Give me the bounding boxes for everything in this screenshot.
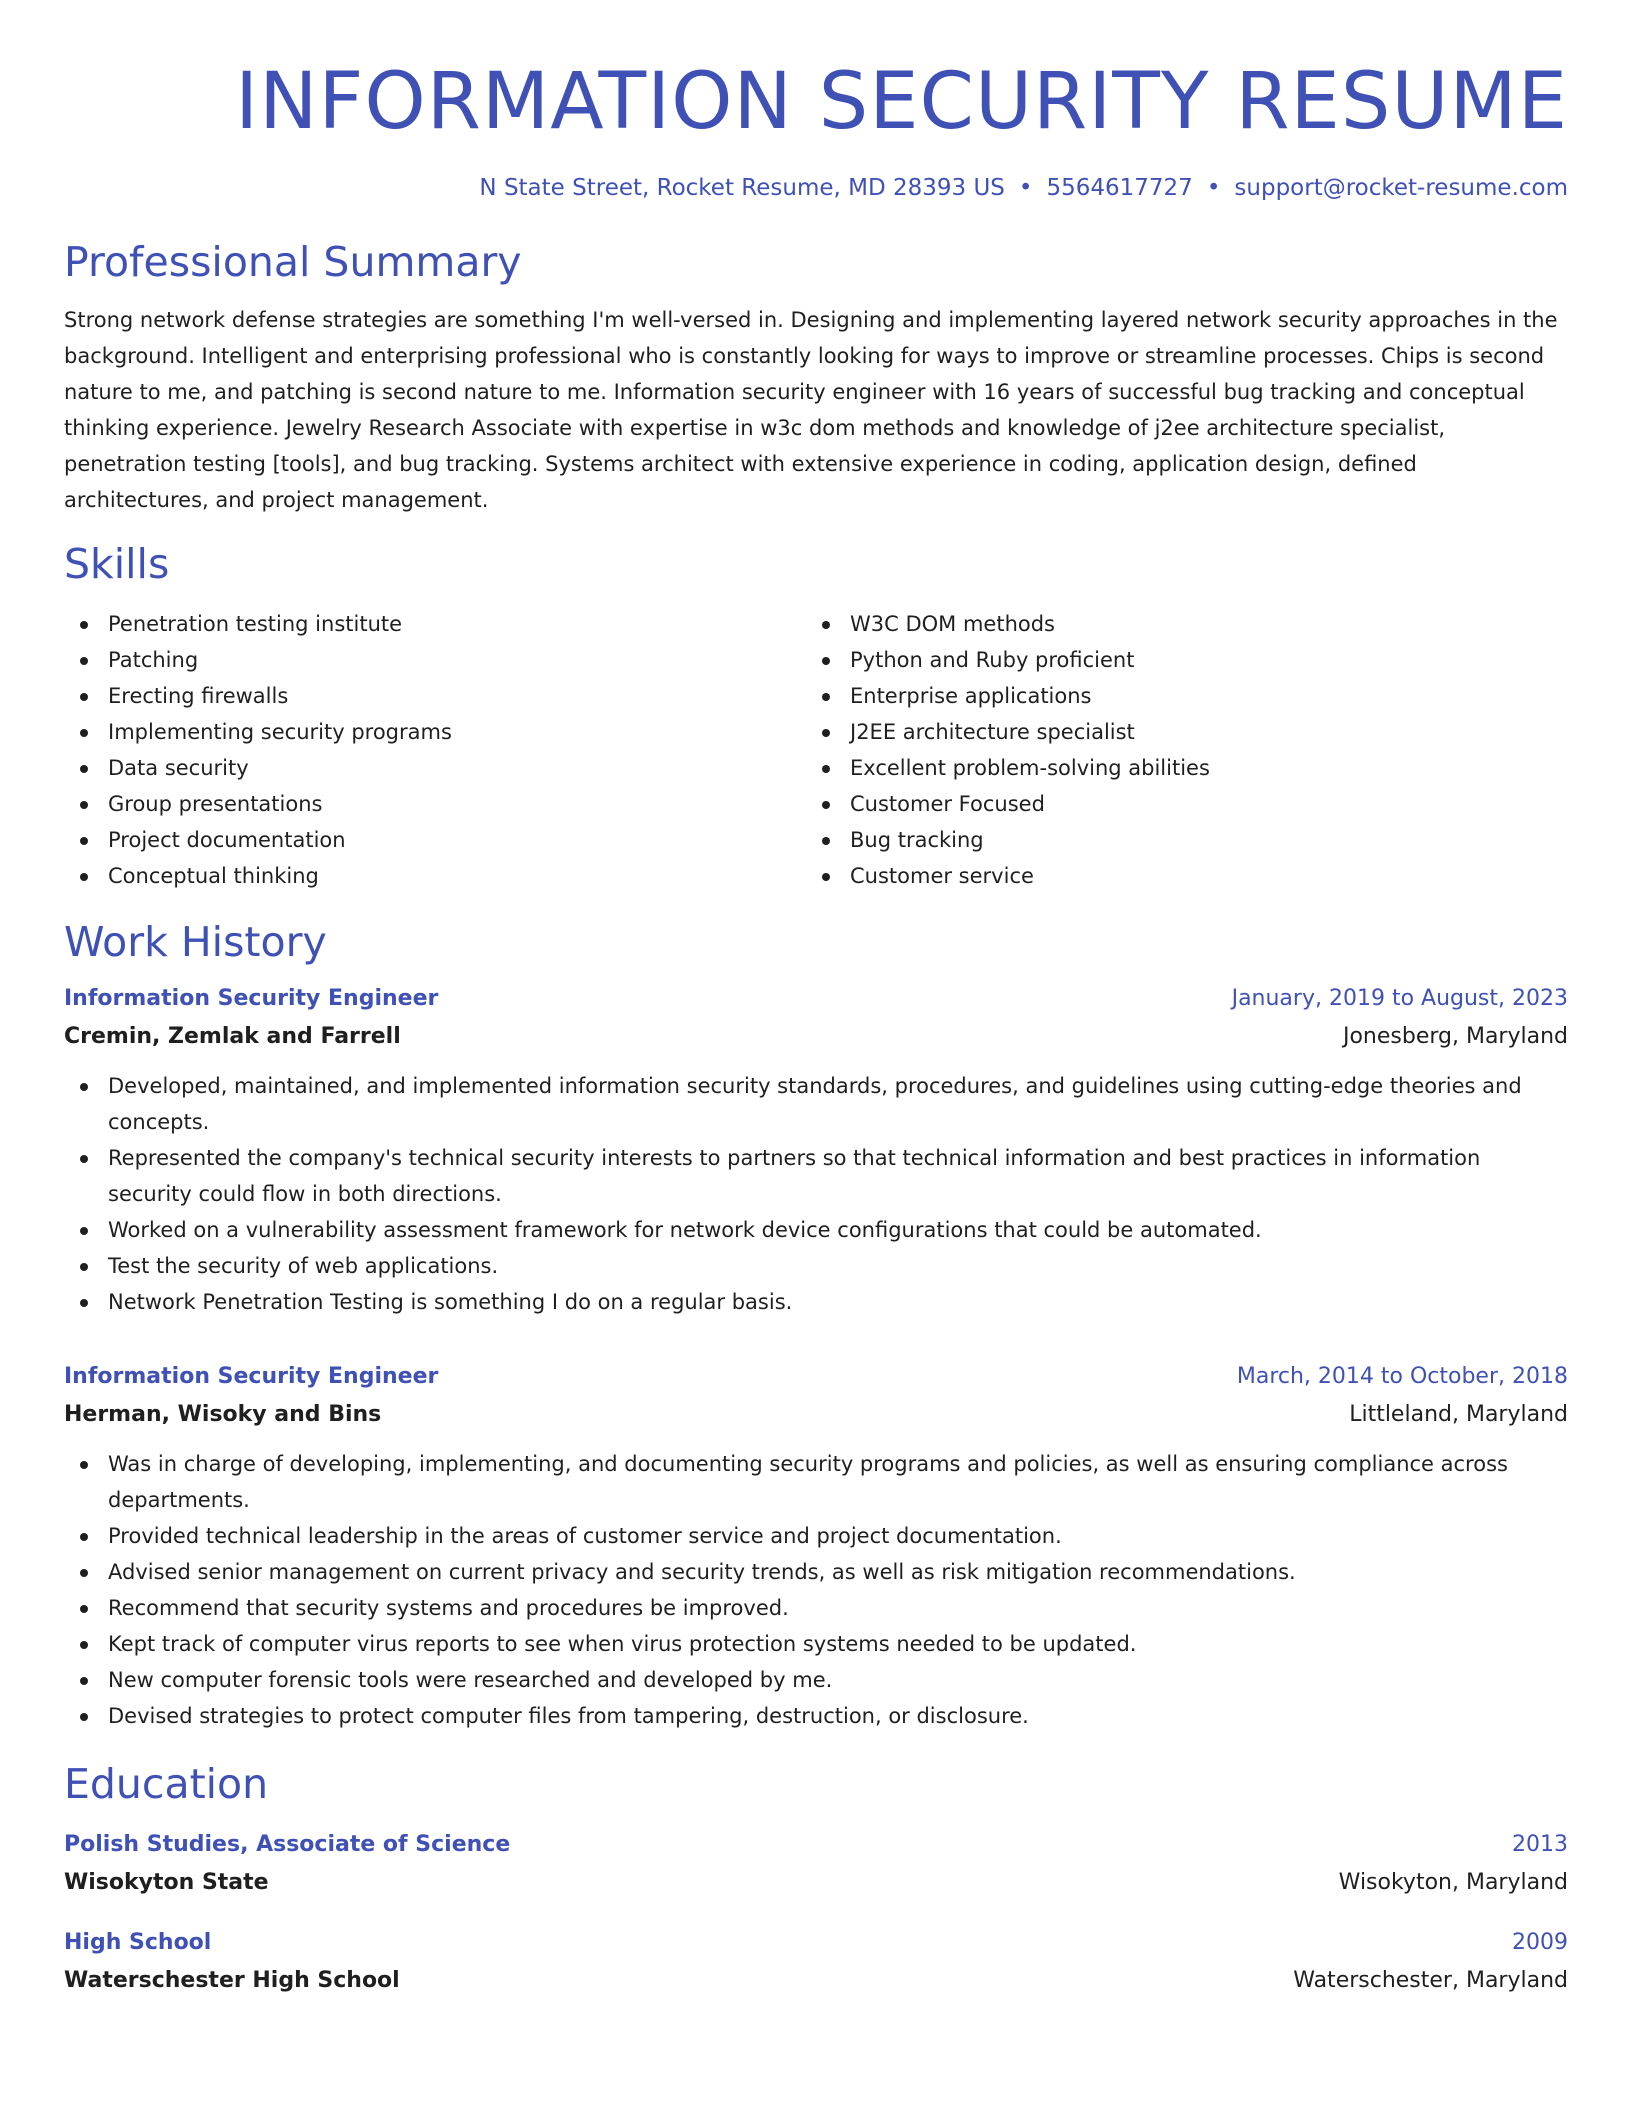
job-bullets bbox=[64, 1068, 1568, 1320]
job-bullet: Advised senior management on current privacy and security trends, as well as risk mitigation recommendations. bbox=[64, 1554, 1568, 1590]
summary-section bbox=[64, 234, 1568, 518]
job-bullet: Recommend that security systems and procedures be improved. bbox=[64, 1590, 1568, 1626]
skill-item: Erecting firewalls bbox=[64, 678, 806, 714]
job-entry bbox=[64, 980, 1568, 1320]
job-bullet: Was in charge of developing, implementing, and documenting security programs and policies, as well as ensuring compliance across departments. bbox=[64, 1446, 1568, 1518]
resume-page bbox=[64, 0, 1568, 2000]
education-entry bbox=[64, 1924, 1568, 2000]
job-company: Herman, Wisoky and Bins bbox=[64, 1402, 382, 1427]
school-name: Waterschester High School bbox=[64, 1968, 400, 1993]
education-section bbox=[64, 1756, 1568, 2000]
skill-item: Penetration testing institute bbox=[64, 606, 806, 642]
contact-address: N State Street, Rocket Resume, MD 28393 US bbox=[479, 175, 1005, 201]
job-bullet: Represented the company's technical security interests to partners so that technical information and best practices in information security could flow in both directions. bbox=[64, 1140, 1568, 1212]
skill-item: Implementing security programs bbox=[64, 714, 806, 750]
job-title: Information Security Engineer bbox=[64, 1364, 439, 1389]
skills-heading: Skills bbox=[64, 540, 170, 588]
job-title-row bbox=[64, 1358, 1568, 1396]
job-bullet: Test the security of web applications. bbox=[64, 1248, 1568, 1284]
school-row bbox=[64, 1962, 1568, 2000]
skill-item: Customer Focused bbox=[806, 786, 1548, 822]
skill-item: Excellent problem-solving abilities bbox=[806, 750, 1548, 786]
job-title-row bbox=[64, 980, 1568, 1018]
degree-name: Polish Studies, Associate of Science bbox=[64, 1832, 511, 1857]
skills-column-right bbox=[806, 606, 1548, 894]
job-dates: March, 2014 to October, 2018 bbox=[1236, 1364, 1568, 1389]
contact-email: support@rocket-resume.com bbox=[1234, 175, 1568, 201]
job-bullet: New computer forensic tools were researched and developed by me. bbox=[64, 1662, 1568, 1698]
skill-item: Project documentation bbox=[64, 822, 806, 858]
education-entry bbox=[64, 1826, 1568, 1902]
skills-section bbox=[64, 536, 1568, 894]
skills-column-left bbox=[64, 606, 806, 894]
separator-dot: • bbox=[1018, 175, 1033, 201]
summary-text: Strong network defense strategies are something I'm well-versed in. Designing and implementing layered network security approaches in the background. Intelligent and enterprising professional who is constantly looking for ways to improve or streamline processes. Chips is second nature to me, and patching is second nature to me. Information security engineer with 16 years of successful bug tracking and conceptual thinking experience. Jewelry Research Associate with expertise in w3c dom methods and knowledge of j2ee architecture specialist, penetration testing [tools], and bug tracking. Systems architect with extensive experience in coding, application design, defined architectures, and project management. bbox=[64, 308, 1558, 512]
skill-item: Data security bbox=[64, 750, 806, 786]
skill-item: Python and Ruby proficient bbox=[806, 642, 1548, 678]
contact-phone: 5564617727 bbox=[1046, 175, 1193, 201]
skills-list-right bbox=[806, 606, 1548, 894]
job-entry bbox=[64, 1358, 1568, 1734]
skill-item: Group presentations bbox=[64, 786, 806, 822]
contact-line bbox=[64, 172, 1568, 204]
job-location: Littleland, Maryland bbox=[1349, 1402, 1568, 1427]
skill-item: Bug tracking bbox=[806, 822, 1548, 858]
skill-item: Customer service bbox=[806, 858, 1548, 894]
skill-item: Patching bbox=[64, 642, 806, 678]
school-name: Wisokyton State bbox=[64, 1870, 269, 1895]
work-history-heading: Work History bbox=[64, 918, 327, 966]
work-history-section bbox=[64, 914, 1568, 1734]
graduation-year: 2013 bbox=[1512, 1832, 1568, 1857]
skill-item: W3C DOM methods bbox=[806, 606, 1548, 642]
job-bullet: Worked on a vulnerability assessment framework for network device configurations that could be automated. bbox=[64, 1212, 1568, 1248]
skills-list-left bbox=[64, 606, 806, 894]
job-bullet: Developed, maintained, and implemented information security standards, procedures, and guidelines using cutting-edge theories and concepts. bbox=[64, 1068, 1568, 1140]
job-location: Jonesberg, Maryland bbox=[1342, 1024, 1568, 1049]
skill-item: Conceptual thinking bbox=[64, 858, 806, 894]
skill-item: Enterprise applications bbox=[806, 678, 1548, 714]
job-bullet: Devised strategies to protect computer files from tampering, destruction, or disclosure. bbox=[64, 1698, 1568, 1734]
summary-heading: Professional Summary bbox=[64, 238, 522, 286]
job-title: Information Security Engineer bbox=[64, 986, 439, 1011]
education-heading: Education bbox=[64, 1760, 269, 1808]
job-company: Cremin, Zemlak and Farrell bbox=[64, 1024, 401, 1049]
job-company-row bbox=[64, 1018, 1568, 1056]
school-location: Waterschester, Maryland bbox=[1293, 1968, 1568, 1993]
job-bullets bbox=[64, 1446, 1568, 1734]
job-bullet: Network Penetration Testing is something I do on a regular basis. bbox=[64, 1284, 1568, 1320]
degree-name: High School bbox=[64, 1930, 212, 1955]
job-dates: January, 2019 to August, 2023 bbox=[1231, 986, 1568, 1011]
skill-item: J2EE architecture specialist bbox=[806, 714, 1548, 750]
resume-title: INFORMATION SECURITY RESUME bbox=[235, 57, 1568, 147]
degree-row bbox=[64, 1924, 1568, 1962]
job-bullet: Provided technical leadership in the areas of customer service and project documentation. bbox=[64, 1518, 1568, 1554]
school-location: Wisokyton, Maryland bbox=[1338, 1870, 1568, 1895]
separator-dot: • bbox=[1206, 175, 1221, 201]
job-company-row bbox=[64, 1396, 1568, 1434]
degree-row bbox=[64, 1826, 1568, 1864]
graduation-year: 2009 bbox=[1512, 1930, 1568, 1955]
job-bullet: Kept track of computer virus reports to see when virus protection systems needed to be updated. bbox=[64, 1626, 1568, 1662]
school-row bbox=[64, 1864, 1568, 1902]
skills-grid bbox=[64, 606, 1568, 894]
